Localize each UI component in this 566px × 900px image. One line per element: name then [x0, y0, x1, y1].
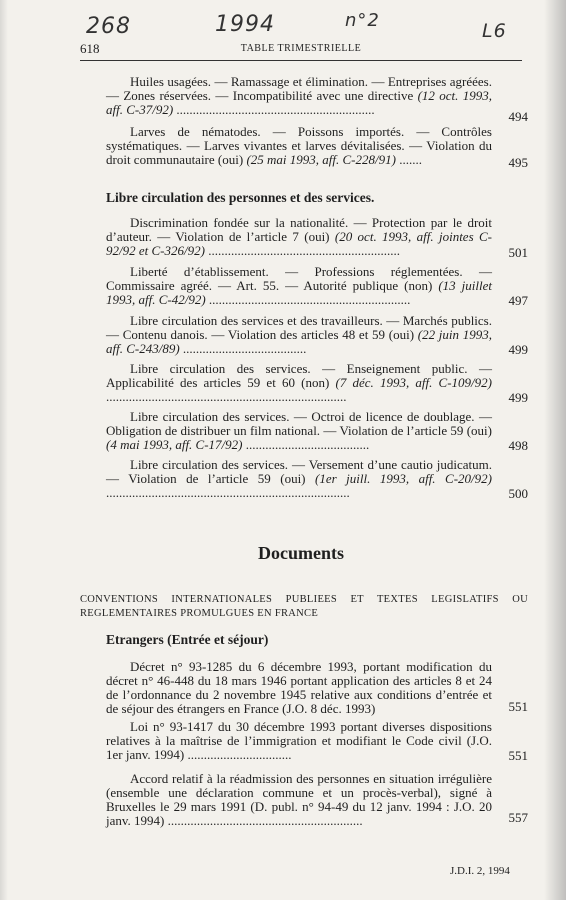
document-entry-page: 557 — [508, 810, 528, 825]
document-entry-page: 551 — [508, 699, 528, 714]
document-entry-page: 551 — [508, 748, 528, 763]
section-heading: Libre circulation des personnes et des services. — [106, 190, 375, 205]
handwritten-annotation-number: n°2 — [345, 10, 380, 31]
page-edge-right — [544, 0, 566, 900]
index-entry-page: 497 — [508, 293, 528, 308]
document-entry: Décret n° 93-1285 du 6 décembre 1993, portant modification du décret n° 46-448 du 18 mars 1946 portant application des articles 8 et 24 de l’ordonnance du 2 novembre 1945 relative aux conditions d’entrée et de séjour des étrangers en France (J.O. 8 déc. 1993) — [106, 659, 492, 716]
index-entry: Libre circulation des services. — Enseignement public. — Applicabilité des articles 59 et 60 (non) (7 déc. 1993, aff. C-109/92) .......................................................................... — [106, 361, 492, 404]
index-entry-page: 499 — [508, 390, 528, 405]
index-entry: Libre circulation des services. — Octroi de licence de doublage. — Obligation de distribuer un film national. — Violation de l’article 59 (oui) (4 mai 1993, aff. C-17/92) ...................................... — [106, 409, 492, 452]
index-entry-page: 500 — [508, 486, 528, 501]
index-entry: Liberté d’établissement. — Professions réglementées. — Commissaire agréé. — Art. 55. — Autorité publique (non) (13 juillet 1993, aff. C-42/92) .............................................................. — [106, 264, 492, 307]
index-entry-page: 501 — [508, 245, 528, 260]
handwritten-annotation-year: 1994 — [215, 12, 275, 37]
document-entry: Accord relatif à la réadmission des personnes en situation irrégulière (ensemble une déclaration commune et un procès-verbal), signé à Bruxelles le 29 mars 1991 (D. publ. n° 94-49 du 12 janv. 1994 : J.O. 20 janv. 1994) ............................................................ — [106, 771, 492, 828]
index-entry-page: 495 — [508, 155, 528, 170]
handwritten-annotation-far-right: L6 — [482, 20, 507, 42]
index-entry-page: 498 — [508, 438, 528, 453]
page-number: 618 — [80, 41, 100, 56]
document-entry: Loi n° 93-1417 du 30 décembre 1993 portant diverses dispositions relatives à la maîtrise de l’immigration et modifiant le Code civil (J.O. 1er janv. 1994) ................................ — [106, 719, 492, 762]
index-entry: Libre circulation des services et des travailleurs. — Marchés publics. — Contenu danois. — Violation des articles 48 et 59 (oui) (22 juin 1993, aff. C-243/89) ...................................... — [106, 313, 492, 356]
running-title: TABLE TRIMESTRIELLE — [240, 43, 362, 54]
documents-subtitle: CONVENTIONS INTERNATIONALES PUBLIEES ET TEXTES LEGISLATIFS OU REGLEMENTAIRES PROMULGUES EN FRANCE — [80, 594, 528, 619]
footer-citation: J.D.I. 2, 1994 — [450, 865, 510, 877]
index-entry: Huiles usagées. — Ramassage et élimination. — Entreprises agréées. — Zones réservées. — Incompatibilité avec une directive (12 oct. 1993, aff. C-37/92) ............................................................. — [106, 74, 492, 117]
handwritten-annotation-left: 268 — [86, 14, 131, 39]
documents-title: Documents — [258, 543, 344, 563]
header-rule — [80, 60, 522, 61]
page-edge-left — [0, 0, 8, 900]
index-entry: Larves de nématodes. — Poissons importés. — Contrôles systématiques. — Larves vivantes et larves dévitalisées. — Violation du droit communautaire (oui) (25 mai 1993, aff. C-228/91) ....... — [106, 124, 492, 167]
section-heading-etrangers: Etrangers (Entrée et séjour) — [106, 632, 269, 647]
index-entry: Libre circulation des services. — Versement d’une cautio judicatum. — Violation de l’article 59 (oui) (1er juill. 1993, aff. C-20/92) ........................................................................... — [106, 457, 492, 500]
index-entry-page: 499 — [508, 342, 528, 357]
index-entry-page: 494 — [508, 109, 528, 124]
index-entry: Discrimination fondée sur la nationalité. — Protection par le droit d’auteur. — Violation de l’article 7 (oui) (20 oct. 1993, aff. jointes C-92/92 et C-326/92) ........................................................... — [106, 215, 492, 258]
